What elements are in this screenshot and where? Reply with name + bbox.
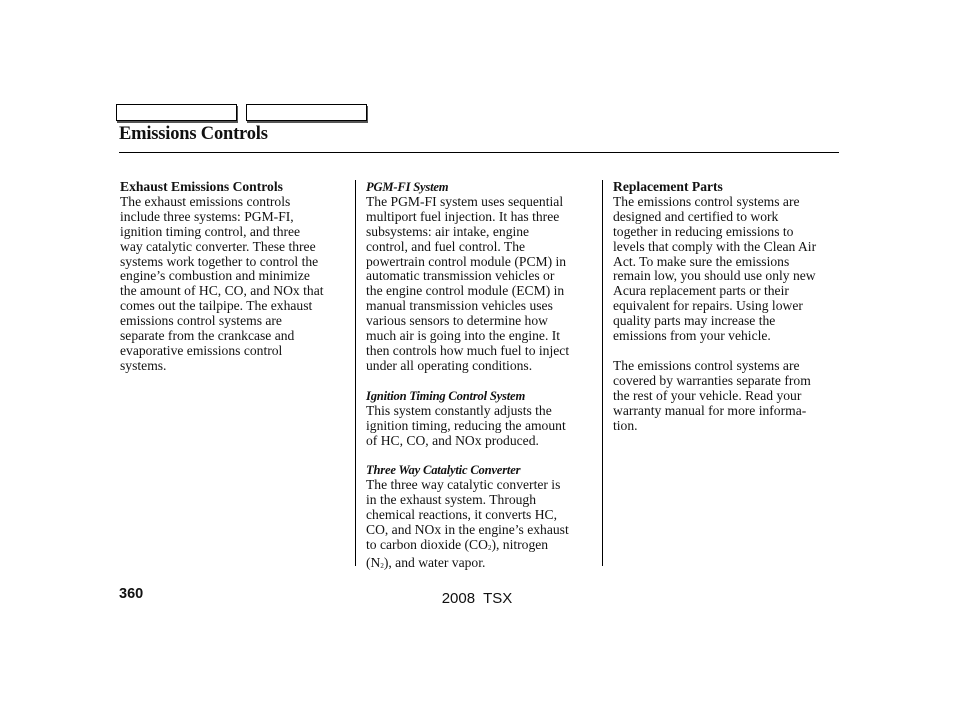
catalytic-text-1: The three way catalytic converter is in the exhaust system. Through chemical reactions, it converts HC, CO, and NOx in the engine’s exhaust to carbon dioxide (CO: [366, 477, 569, 552]
heading-replacement-parts: Replacement Parts: [613, 179, 723, 194]
paragraph-exhaust-emissions: The exhaust emissions controls include three systems: PGM-FI, ignition timing control, and three way catalytic converter. These three systems work together to control the engine’s combustion and minimize the amount of HC, CO, and NOx that comes out the tailpipe. The exhaust emissions control systems are separate from the crankcase and evaporative emissions control systems.: [120, 193, 324, 373]
column-systems: [366, 180, 598, 574]
paragraph-ignition-timing: This system constantly adjusts the ignition timing, reducing the amount of HC, CO, and NOx produced.: [366, 402, 566, 448]
heading-catalytic-converter: Three Way Catalytic Converter: [366, 463, 521, 478]
column-exhaust-emissions: [120, 180, 352, 374]
paragraph-catalytic-converter: [366, 478, 598, 573]
nav-tab-box-1[interactable]: [116, 104, 237, 121]
column-divider-2: [602, 180, 603, 566]
heading-exhaust-emissions-controls: Exhaust Emissions Controls: [120, 179, 283, 194]
co2-subscript: 2: [487, 543, 492, 552]
page-number: 360: [119, 586, 144, 602]
paragraph-replacement-parts: The emissions control systems are designed and certified to work together in reducing emissions to levels that comply with the Clean Air Act. To make sure the emissions remain low, you should use only new Acura replacement parts or their equivalent for repairs. Using lower quality parts may increase the emissions from your vehicle.: [613, 193, 817, 344]
section-title: Emissions Controls: [119, 124, 268, 144]
heading-pgm-fi-system: PGM-FI System: [366, 180, 449, 194]
paragraph-pgm-fi: The PGM-FI system uses sequential multiport fuel injection. It has three subsystems: air intake, engine control, and fuel control. The powertrain control module (PCM) in automatic transmission vehicles or the engine control module (ECM) in manual transmission vehicles uses various sensors to determine how much air is going into the engine. It then controls how much fuel to inject under all operating conditions.: [366, 193, 570, 373]
paragraph-warranty: The emissions control systems are covered by warranties separate from the rest of your vehicle. Read your warranty manual for more informa- tion.: [613, 357, 811, 433]
column-replacement-parts: [613, 180, 839, 434]
column-divider-1: [355, 180, 356, 566]
footer-model-label: 2008 TSX: [441, 590, 513, 607]
n2-subscript: 2: [380, 561, 384, 570]
nav-tab-box-2[interactable]: [246, 104, 367, 121]
catalytic-text-2: ), nitrogen (N: [366, 536, 549, 570]
title-divider: [119, 152, 839, 153]
heading-ignition-timing: Ignition Timing Control System: [366, 388, 526, 403]
catalytic-text-3: ), and water vapor.: [383, 554, 486, 570]
